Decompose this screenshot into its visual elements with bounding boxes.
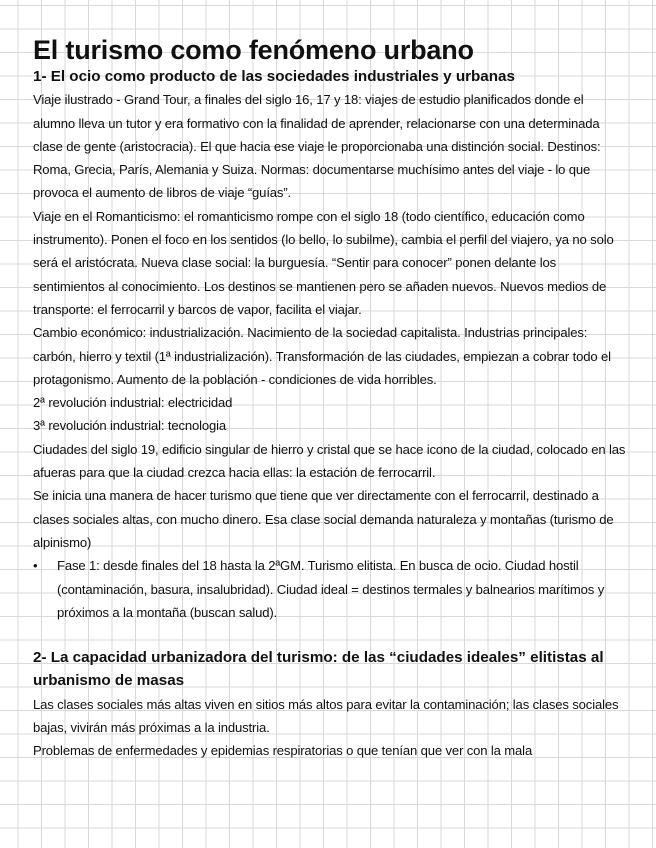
paragraph-clases-sociales: Las clases sociales más altas viven en sitios más altos para evitar la contaminación; las clases sociales bajas, vivirán más próximas a la industria. [33, 696, 619, 736]
paragraph-ciudades-siglo-19: Ciudades del siglo 19, edificio singular de hierro y cristal que se hace icono de la ciudad, colocado en las afueras para que la ciudad crezca hacia ellas: la estación de ferrocarril. [33, 441, 626, 481]
document-page [33, 34, 627, 763]
list-item-text: Fase 1: desde finales del 18 hasta la 2ªGM. Turismo elitista. En busca de ocio. Ciudad hostil (contaminación, basura, insalubridad). Ciudad ideal = destinos termales y balnearios marítimos y próximos a la montaña (buscan salud). [57, 558, 605, 620]
paragraph-turismo-ferrocarril: Se inicia una manera de hacer turismo que tiene que ver directamente con el ferrocarril, destinado a clases sociales altas, con mucho dinero. Esa clase social demanda naturaleza y montañas (turismo de alpinismo) [33, 488, 614, 550]
paragraph-romanticismo: Viaje en el Romanticismo: el romanticismo rompe con el siglo 18 (todo científico, educación como instrumento). Ponen el foco en los sentidos (lo bello, lo subilme), cambia el perfil del viajero, ya no solo será el aristócrata. Nueva clase social: la burguesía. “Sentir para conocer” ponen delante los sentimientos al conocimiento. Los destinos se mantienen pero se añaden nuevos. Nuevos medios de transporte: el ferrocarril y barcos de vapor, facilita el viajar. [33, 208, 614, 317]
bullet-marker: • [33, 558, 38, 574]
section-heading-2: 2- La capacidad urbanizadora del turismo: de las “ciudades ideales” elitistas al urbanismo de masas [33, 649, 604, 690]
paragraph-grand-tour: Viaje ilustrado - Grand Tour, a finales del siglo 16, 17 y 18: viajes de estudio planificados donde el alumno lleva un tutor y era formativo con la finalidad de aprender, relacionarse con una determinada clase de gente (aristocracia). El que hacia ese viaje le proporcionaba una distinción social. Destinos: Roma, Grecia, París, Alemania y Suiza. Normas: documentarse muchísimo antes del viaje - lo que provoca el aumento de libros de viaje “guías”. [33, 92, 601, 201]
section-heading-1: 1- El ocio como producto de las sociedades industriales y urbanas [33, 68, 515, 85]
paragraph-cambio-economico: Cambio económico: industrialización. Nacimiento de la sociedad capitalista. Industrias principales: carbón, hierro y textil (1ª industrialización). Transformación de las ciudades, empiezan a cobrar todo el protagonismo. Aumento de la población - condiciones de vida horribles. [33, 325, 611, 387]
paragraph-3a-revolucion: 3ª revolución industrial: tecnologia [33, 418, 227, 434]
paragraph-problemas-enfermedades: Problemas de enfermedades y epidemias respiratorias o que tenían que ver con la mala [33, 743, 533, 759]
paragraph-2a-revolucion: 2ª revolución industrial: electricidad [33, 395, 233, 411]
list-item [33, 554, 627, 624]
bullet-list [33, 554, 627, 624]
page-title: El turismo como fenómeno urbano [33, 35, 474, 65]
